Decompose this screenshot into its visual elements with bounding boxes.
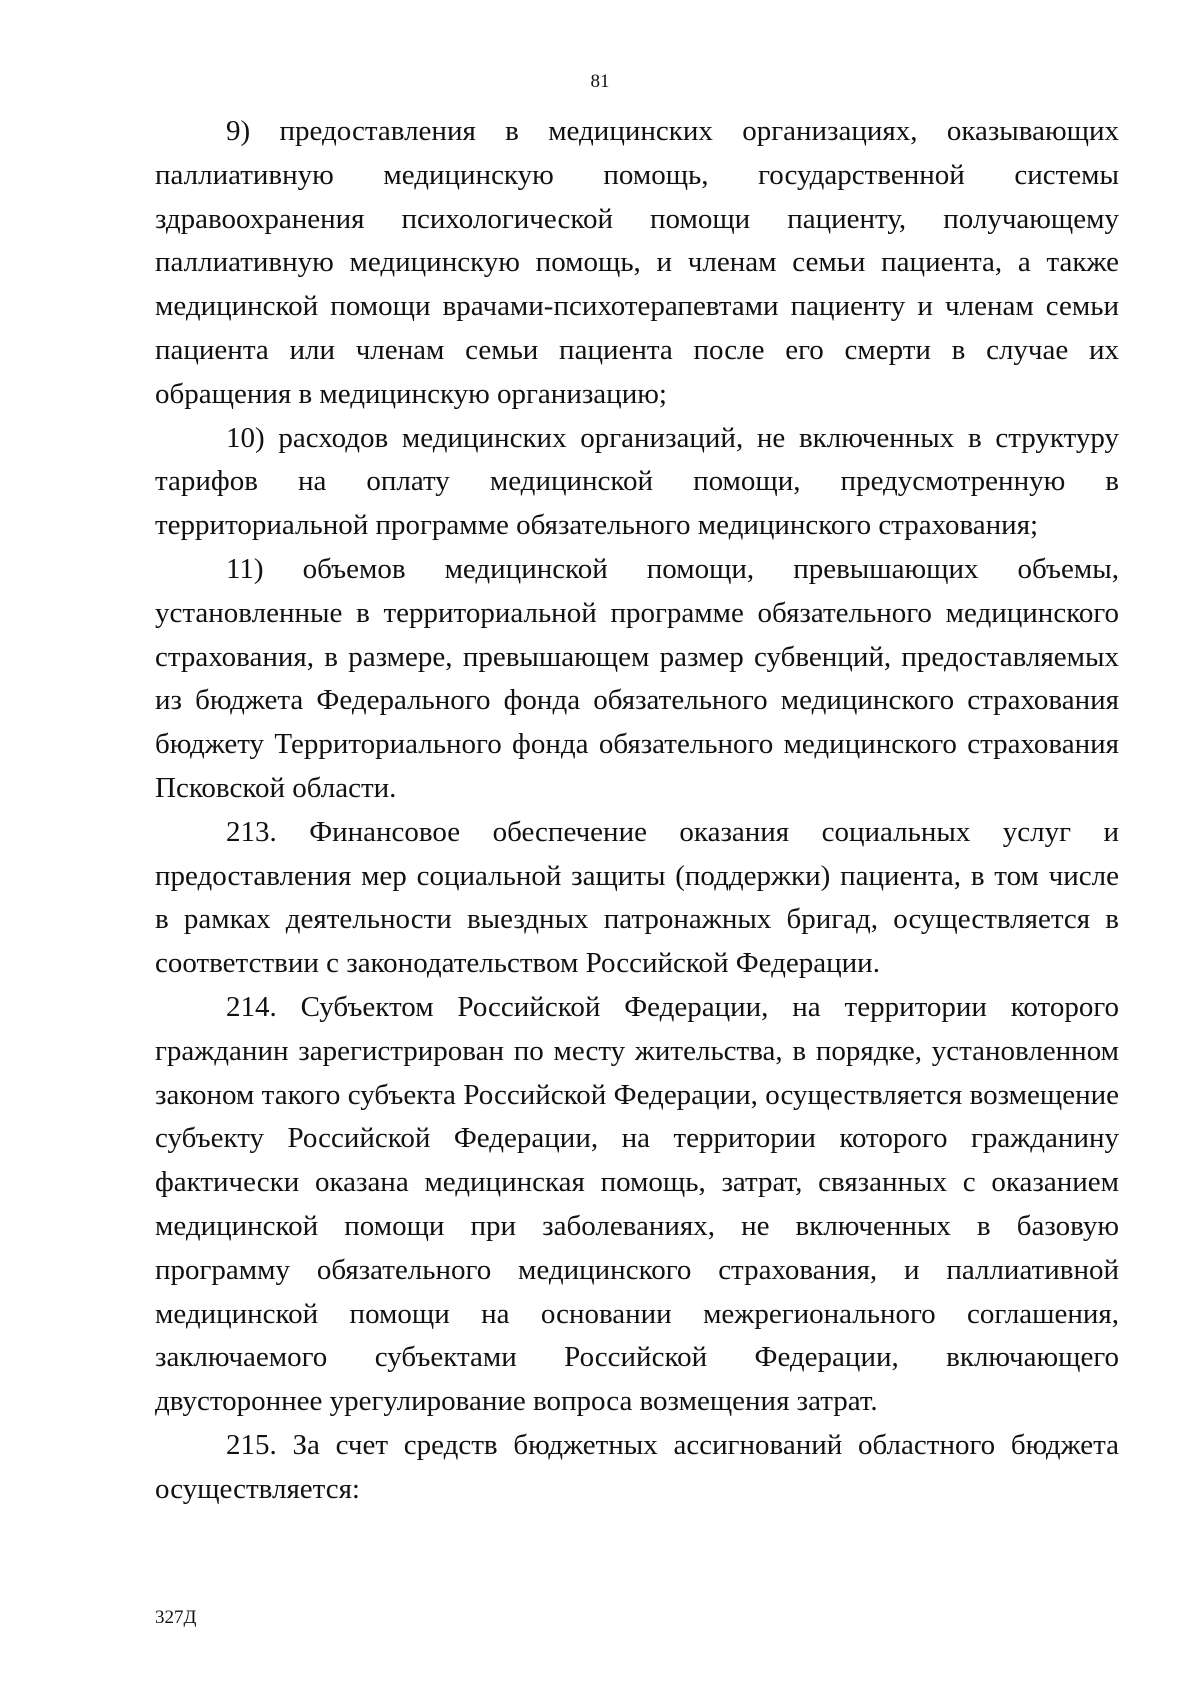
paragraph-item-11: 11) объемов медицинской помощи, превышающих объемы, установленные в территориальной программе обязательного медицинского страхования, в размере, превышающем размер субвенций, предоставляемых из бюджета Федерального фонда обязательного медицинского страхования бюджету Территориального фонда обязательного медицинского страхования Псковской области. <box>155 552 1119 804</box>
paragraph-214: 214. Субъектом Российской Федерации, на территории которого гражданин зарегистрирован по месту жительства, в порядке, установленном законом такого субъекта Российской Федерации, осуществляется возмещение субъекту Российской Федерации, на территории которого гражданину фактически оказана медицинская помощь, затрат, связанных с оказанием медицинской помощи при заболеваниях, не включенных в базовую программу обязательного медицинского страхования, и паллиативной медицинской помощи на основании межрегионального соглашения, заключаемого субъектами Российской Федерации, включающего двустороннее урегулирование вопроса возмещения затрат. <box>155 990 1119 1418</box>
paragraph-item-9: 9) предоставления в медицинских организациях, оказывающих паллиативную медицинскую помощь, государственной системы здравоохранения психологической помощи пациенту, получающему паллиативную медицинскую помощь, и членам семьи пациента, а также медицинской помощи врачами-психотерапевтами пациенту и членам семьи пациента или членам семьи пациента после его смерти в случае их обращения в медицинскую организацию; <box>155 115 1119 410</box>
document-code: 327Д <box>155 1607 197 1628</box>
paragraph-215: 215. За счет средств бюджетных ассигнований областного бюджета осуществляется: <box>155 1428 1119 1505</box>
document-body <box>155 110 1119 1512</box>
page-number: 81 <box>590 71 610 92</box>
paragraph-213: 213. Финансовое обеспечение оказания социальных услуг и предоставления мер социальной защиты (поддержки) пациента, в том числе в рамках деятельности выездных патронажных бригад, осуществляется в соответствии с законодательством Российской Федерации. <box>155 815 1119 980</box>
paragraph-item-10: 10) расходов медицинских организаций, не включенных в структуру тарифов на оплату медицинской помощи, предусмотренную в территориальной программе обязательного медицинского страхования; <box>155 421 1119 542</box>
